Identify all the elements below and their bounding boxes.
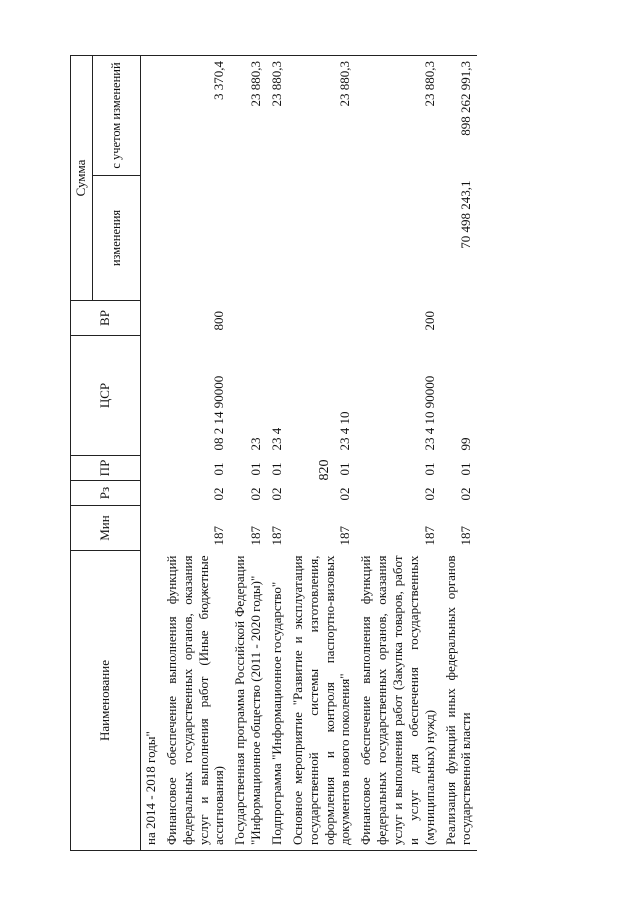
row-vr [441,301,478,336]
budget-table [70,55,477,851]
row-pr [141,456,162,481]
budget-sheet [70,56,615,851]
row-name: Финансовое обеспечение выполнения функций федеральных государственных органов, оказания услуг и выполнения работ (Иные бюджетные ассигнования) [163,555,227,845]
row-min: 187 [458,526,474,546]
row-name: Государственная программа Российской Федерации "Информационное общество (2011 - 2020 годы)" [232,555,264,845]
row-pr: 01 [211,462,227,476]
row-name: Реализация функций иных федеральных органов государственной власти [442,555,474,845]
table-row [141,56,162,851]
row-total: 23 880,3 [248,61,264,107]
row-vr: 200 [421,311,437,331]
row-total: 23 880,3 [337,61,353,107]
row-rz: 02 [458,487,474,501]
row-changes [267,176,288,301]
row-csr: 23 4 [269,427,285,451]
table-row [230,56,267,851]
row-total: 898 262 991,3 [458,61,474,136]
header-with-changes: с учетом изменений [93,56,141,176]
row-csr: 99 [458,437,474,451]
row-rz: 02 [421,487,437,501]
row-vr [230,301,267,336]
header-vr: ВР [71,301,141,336]
row-total: 23 880,3 [421,61,437,107]
row-rz: 02 [337,487,353,501]
row-rz: 02 [248,487,264,501]
table-row [267,56,288,851]
header-sum: Сумма [71,56,93,301]
row-changes [288,176,356,301]
row-pr: 01 [337,462,353,476]
row-total: 23 880,3 [269,61,285,107]
table-row [441,56,478,851]
table-row [356,56,440,851]
row-csr: 08 2 14 90000 [211,375,227,451]
row-pr: 01 [421,462,437,476]
row-vr: 800 [211,311,227,331]
row-name: Подпрограмма "Информационное государство" [269,581,285,845]
row-rz: 02 [211,487,227,501]
row-min: 187 [248,526,264,546]
row-min: 187 [211,526,227,546]
row-vr [288,301,356,336]
row-rz [141,481,162,506]
row-changes [230,176,267,301]
row-pr: 01 [458,462,474,476]
header-name: Наименование [71,551,141,851]
row-min: 187 [421,526,437,546]
header-rz: Рз [71,481,141,506]
row-name: на 2014 - 2018 годы" [143,731,158,845]
row-csr: 23 4 10 [337,411,353,451]
row-changes [162,176,230,301]
row-name: Финансовое обеспечение выполнения функций федеральных государственных органов, оказания услуг и выполнения работ (Закупка товаров, работ и услуг для обеспечения государственных (муниципальных) нужд) [358,555,437,845]
row-total [141,56,162,176]
row-csr [141,336,162,456]
header-changes: изменения [93,176,141,301]
row-csr: 23 [248,437,264,451]
row-min: 187 [337,526,353,546]
header-min: Мин [71,506,141,551]
row-vr [267,301,288,336]
row-pr: 01 [248,462,264,476]
row-min: 187 [269,526,285,546]
row-total: 3 370,4 [211,61,227,100]
header-pr: ПР [71,456,141,481]
table-row [162,56,230,851]
header-csr: ЦСР [71,336,141,456]
page-number: 820 [317,459,332,481]
row-name: Основное мероприятие "Развитие и эксплуатация государственной системы изготовления, оформления и контроля паспортно-визовых документов нового поколения" [289,555,353,845]
row-changes [356,176,440,301]
row-vr [141,301,162,336]
row-changes: 70 498 243,1 [458,180,474,249]
table-row [288,56,356,851]
row-csr: 23 4 10 90000 [421,375,437,451]
row-rz: 02 [269,487,285,501]
row-pr: 01 [269,462,285,476]
row-changes [141,176,162,301]
row-min [141,506,162,551]
